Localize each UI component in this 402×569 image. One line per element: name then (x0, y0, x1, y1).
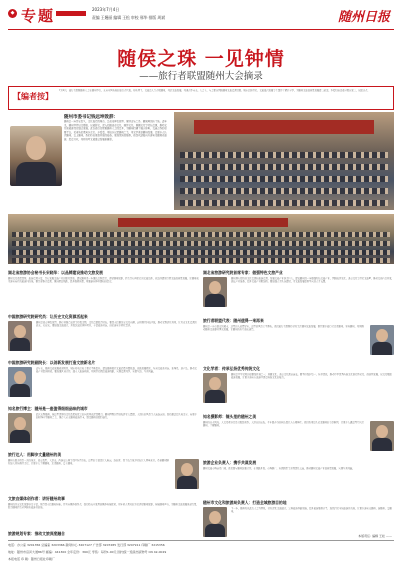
entry-title: 旅游规划专家：推动文旅深度融合 (8, 531, 65, 536)
editor-note-box (8, 86, 394, 110)
speaker-entry (203, 366, 394, 410)
editor-credits: 责编 王嫚丽 编辑 王松 审校 邢华 排版 周斌 (92, 15, 165, 20)
lead-text: 随州是一座历史悠久、文化灿烂的城市，是炎帝神农故里、编钟古乐之乡、随侯珠的出土地。近年来，随州坚持以文塑旅、以旅彰文，深入挖掘炎帝文化、编钟文化、曾随文化等特色资源，推动文化和旅游深度融合发展。此次旅行者联盟随州大会的召开，为随州搭建了展示形象、交流合作的重要平台。希望各位嘉宾多走走、多看看，用镜头记录随州之美，用文字讲述随州故事，让更多人认识随州、爱上随州。我们将以更加开放的姿态、更加优质的服务，热忱欢迎海内外游客来随观光旅游、投资兴业，共同书写文旅融合发展新篇章。 (64, 120, 167, 141)
speaker-entry (8, 452, 199, 492)
speaker-portrait (8, 413, 32, 443)
section-bar (56, 11, 86, 16)
entry-title: 知名摄影师：镜头里的随州之美 (203, 414, 257, 419)
speaker-portrait (175, 459, 199, 489)
speaker-portrait (8, 321, 32, 351)
speaker-entry (8, 406, 199, 448)
editor-note-text: 7月1日，旅行者联盟随州大会在随州举行，来自全国各地的旅行者代表、知名博主、文旅达人等齐聚随州，共话文旅发展，共谋合作未来。大会上，与会嘉宾围绕随州文旅资源禀赋、城市品牌打造、文旅融合发展等主题作了精彩分享，为随州文旅高质量发展建言献策。本报特摘录部分嘉宾发言，以飨读者。 (59, 89, 370, 92)
speaker-portrait (370, 325, 394, 355)
speaker-portrait (8, 367, 32, 397)
speaker-portrait (203, 373, 227, 403)
entry-title: 文旅自媒体创作者：讲好随州故事 (8, 496, 65, 501)
entry-text: 随州文旅市场前景广阔，我们愿与随州加强合作，在线路开发、市场推广、客源组织等方面深化交流，推动随州文旅产业高质量发展，实现互利共赢。 (203, 467, 355, 470)
masthead (0, 0, 402, 30)
speaker-portrait (203, 507, 227, 537)
footer-rule (8, 540, 394, 541)
speaker-entry (8, 314, 199, 356)
entry-title: 随州市文化和旅游局负责人：打造全域旅游目的地 (203, 500, 287, 505)
entry-text: 随州是一座有温度的城市，这里的人热情好客，这里的风景美不胜收。我们旅行者联盟将持续关注随州文旅发展，组织更多旅行者走进随州、宣传随州，共同推动随州文旅事业繁荣发展，让随州的名片越来越亮。 (203, 325, 364, 332)
sub-headline: ——旅行者联盟随州大会摘录 (139, 71, 263, 82)
main-headline: 随侯之珠 一见钟情 (117, 48, 285, 70)
speaker-entry (8, 496, 199, 530)
footer-print-line: 本报电话 印 刷：随州日报社印刷厂 (8, 557, 55, 561)
speaker-portrait (370, 421, 394, 451)
entry-title: 湖北省旅游协会秘书长宋晓华：以品牌建设推动文旅发展 (8, 270, 103, 275)
masthead-rule (8, 29, 394, 30)
entry-title: 文化学者：传承弘扬优秀传统文化 (203, 366, 260, 371)
speaker-entry (203, 500, 394, 538)
speaker-entry (203, 318, 394, 362)
speaker-entry (203, 460, 394, 496)
entry-text: 此次来到随州，被这里深厚的文化底蕴和优美的自然风光深深吸引。随州博物馆里的编钟让人震撼，大洪山的风景令人流连忘返。我将通过镜头和文字，向更多的粉丝分享随州之美，推荐大家来随州旅游打卡，感受随州的独特魅力。 (36, 413, 197, 420)
speaker-portrait (10, 126, 62, 186)
speaker-entry (8, 360, 199, 402)
speaker-entry (8, 531, 199, 539)
speaker-entry (203, 414, 394, 456)
audience-photo (8, 214, 394, 264)
entry-text: 随州是中华文明的重要发祥地之一，曾随文化、炎帝文化源远流长。要坚持保护第一、传承优先，推动中华优秀传统文化创造性转化、创新性发展，以文化赋能旅游发展，让更多游客在旅游中感受传统文化的魅力。 (231, 373, 392, 380)
entry-title: 湖北省旅游研究院首席专家：做强特色文旅产业 (203, 270, 283, 275)
section-marker-icon: ◆ (8, 9, 17, 18)
footer-contact-line: 电话：办公室 3201356 总编室 3203366 新闻中心 3207127 广告部 3207285 发行部 3207911 印刷厂 3215356 (8, 543, 165, 547)
newspaper-logo: 随州日报 (337, 10, 390, 25)
issue-date: 2023年7月4日 (92, 7, 120, 12)
entry-text: 随州文化底蕴深厚，旅游资源丰富，具有发展文旅产业的独特优势。建议随州进一步强化品牌意识，讲好随州故事，打造具有辨识度的文旅品牌，以品牌建设引领文旅高质量发展，让随州成为游客向往的旅游目的地。要注重整合资源，推出精品线路，提升服务质量，增强游客体验感和满意度。 (8, 277, 199, 284)
entry-title: 旅行者联盟代表：随州值得一来再来 (203, 318, 264, 323)
lead-title: 随州市委书记钱远坤致辞： (64, 115, 118, 120)
speaker-entry (203, 270, 394, 314)
entry-title: 旅行达人：用脚步丈量随州的美 (8, 452, 62, 457)
entry-text: 随州是炎帝神农故里，拥有曾侯乙编钟等珍贵文物，文化资源独具特色。要深入挖掘历史文化内涵，运用现代科技手段，推动文物活化利用，让历史文化资源活起来、火起来。要加强文旅融合，开发沉浸式体验项目，丰富旅游业态，满足游客多样化需求。 (36, 321, 197, 328)
entry-title: 中国旅游研究院副院长：以创新发展打造文旅新名片 (8, 360, 96, 365)
lead-article (8, 112, 167, 210)
page-note: 本版责任: 编辑 王松 —— (358, 534, 392, 538)
entry-text: 近年来，随州文旅发展成效明显，城市知名度和美誉度不断提升。建议随州抓住文旅消费升级机遇，创新发展模式，培育文旅新业态、新场景、新产品，推动文旅产业提质增效。要加强区域合作，融入大旅游格局，共同打造精品旅游线路，实现资源共享、客源互送、互利共赢。 (36, 367, 197, 374)
entry-text: 随州的历史文化故事非常丰富，值得深入挖掘和传播。作为自媒体创作者，我们将充分发挥新媒体传播优势，用年轻人喜欢的方式讲好随州故事，传播随州声音，为随州文旅发展贡献力量，助力随州打造全国知名旅游目的地。 (8, 503, 199, 510)
entry-title: 知名旅行博主：随州是一座值得细细品味的城市 (8, 406, 88, 411)
section-title: 专题 (21, 7, 56, 25)
footer-address-line: 地址：随州市沿河大道86号 邮编：441300 全年定价：360元 零售：每份1.00元 国内统一连续出版物号 CN 42-0029 (8, 550, 167, 554)
entry-text: 随州的山水风光、人文景观非常适合摄影创作。大洪山的云海、千年银杏谷的秋色都让人心驰神往。我们将用镜头记录随州的美好瞬间，让更多人通过图片认识随州、了解随州。 (203, 421, 364, 428)
editor-note-label: 【编者按】 (13, 91, 51, 106)
conference-photo (174, 112, 394, 210)
entry-title: 旅游企业负责人：携手共谋发展 (203, 460, 257, 465)
entry-text: 随州拥有独特的文化资源和旅游资源，发展文旅产业潜力巨大。建议随州进一步做强特色文旅产业，围绕编钟文化、炎帝文化等打造文旅IP，推动文创产品开发，延长产业链条，提升文旅产业附加值。要加强人才队伍建设，为文旅发展提供坚实的人才支撑。 (231, 277, 394, 284)
entry-title: 中国旅游研究院研究员：让历史文化资源活起来 (8, 314, 88, 319)
entry-text: 随州有很多值得一去的地方，炎帝故里、大洪山、西游记公园等景区各具特色。这里的美食也让人难忘，泡泡青、拐子饭等地方特色让人回味无穷。希望随州继续加大宣传推介力度，让更多人了解随州、走进随州、爱上随州。 (8, 459, 169, 466)
entry-text: 下一步，随州将以此次大会为契机，持续深化文旅融合，完善旅游基础设施，提升旅游服务水平，加快打造全域旅游目的地，让更多游客来随州、游随州、爱随州。 (231, 507, 392, 514)
speaker-portrait (203, 277, 227, 307)
speaker-entry (8, 270, 199, 310)
